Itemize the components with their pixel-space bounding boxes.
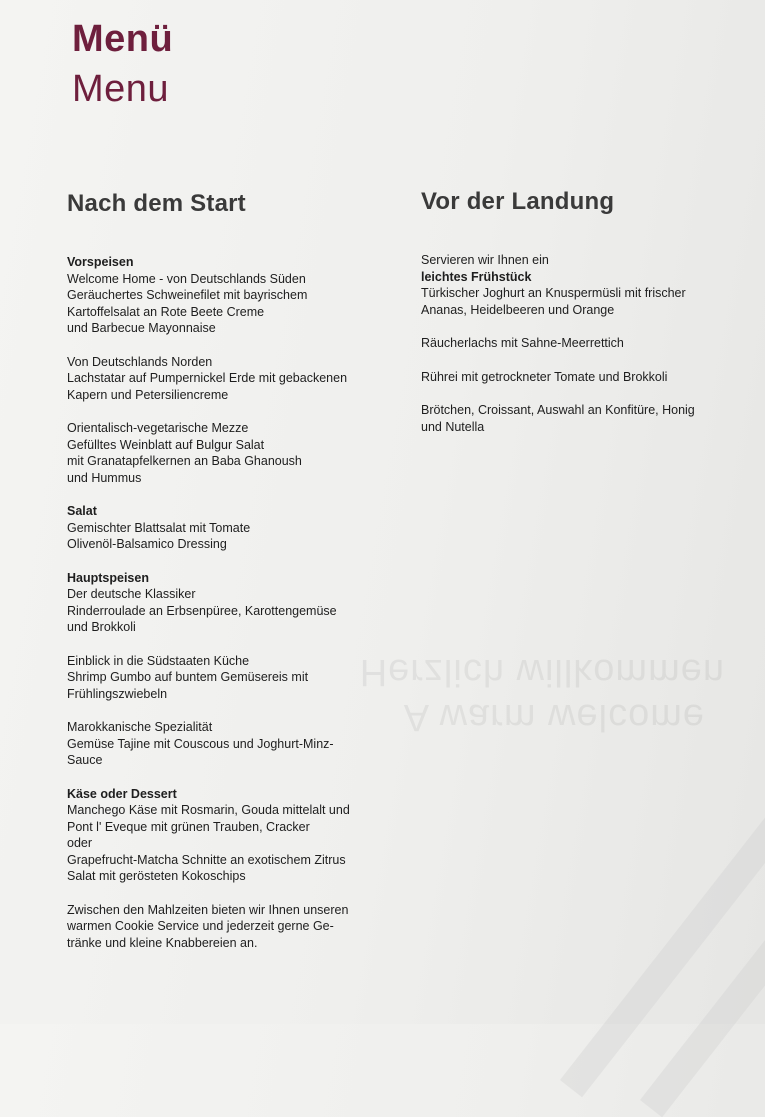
menu-item-line: Marokkanische Spezialität	[67, 720, 213, 734]
menu-item-line: Pont l' Eveque mit grünen Trauben, Cracker	[67, 819, 310, 834]
show-through-text: A warm welcome	[403, 696, 705, 738]
menu-item-line: Gemischter Blattsalat mit Tomate	[67, 520, 251, 535]
breakfast-item-block	[421, 369, 721, 386]
menu-item-line: und Nutella	[421, 419, 485, 434]
menu-item-line: Lachstatar auf Pumpernickel Erde mit gebackenen	[67, 371, 348, 385]
course-label: Käse oder Dessert	[67, 786, 177, 801]
before-landing-heading: Vor der Landung	[421, 188, 615, 215]
course-label: Hauptspeisen	[67, 570, 149, 585]
menu-item-line: Manchego Käse mit Rosmarin, Gouda mittelalt und	[67, 803, 350, 817]
after-takeoff-heading: Nach dem Start	[67, 190, 246, 217]
menu-course-block	[67, 254, 397, 337]
breakfast-item-block	[421, 335, 721, 352]
menu-title-english: Menu	[72, 68, 170, 110]
course-label: Vorspeisen	[67, 255, 134, 269]
menu-item-line: mit Granatapfelkernen an Baba Ghanoush	[67, 454, 302, 468]
show-through-text: Herzlich willkommen	[359, 651, 725, 693]
menu-course-block	[67, 719, 397, 769]
after-takeoff-column	[67, 190, 397, 968]
breakfast-item-block	[421, 402, 721, 435]
menu-item-line: Servieren wir Ihnen ein	[421, 253, 549, 267]
menu-item-line: Von Deutschlands Norden	[67, 354, 213, 369]
menu-course-block	[67, 570, 397, 636]
course-label: Salat	[67, 504, 97, 518]
menu-item-line: Rührei mit getrockneter Tomate und Brokkoli	[421, 369, 668, 384]
menu-course-block	[67, 420, 397, 486]
menu-course-block	[67, 354, 397, 404]
menu-course-block	[67, 653, 397, 703]
menu-item-line: Grapefrucht-Matcha Schnitte an exotischem Zitrus	[67, 852, 346, 867]
menu-item-line: und Barbecue Mayonnaise	[67, 321, 216, 335]
menu-item-line: Türkischer Joghurt an Knuspermüsli mit frischer	[421, 286, 686, 300]
menu-item-line: Ananas, Heidelbeeren und Orange	[421, 302, 615, 317]
breakfast-item-block	[421, 252, 721, 318]
menu-item-line: und Hummus	[67, 470, 142, 485]
menu-item-line: Gefülltes Weinblatt auf Bulgur Salat	[67, 437, 265, 452]
menu-item-line: warmen Cookie Service und jederzeit gerne Ge-	[67, 919, 334, 933]
menu-course-block	[67, 503, 397, 553]
menu-item-line: und Brokkoli	[67, 620, 136, 634]
menu-item-line: tränke und kleine Knabbereien an.	[67, 935, 258, 950]
menu-item-line: Zwischen den Mahlzeiten bieten wir Ihnen unseren	[67, 902, 349, 917]
course-label: leichtes Frühstück	[421, 269, 532, 284]
menu-item-line: oder	[67, 836, 93, 850]
menu-item-line: Shrimp Gumbo auf buntem Gemüsereis mit	[67, 670, 309, 684]
menu-item-line: Welcome Home - von Deutschlands Süden	[67, 271, 306, 286]
menu-item-line: Der deutsche Klassiker	[67, 587, 196, 601]
menu-item-line: Geräuchertes Schweinefilet mit bayrischem	[67, 288, 308, 302]
menu-item-line: Rinderroulade an Erbsenpüree, Karottengemüse	[67, 603, 337, 618]
menu-item-line: Olivenöl-Balsamico Dressing	[67, 537, 227, 551]
menu-course-block	[67, 902, 397, 952]
menu-item-line: Räucherlachs mit Sahne-Meerrettich	[421, 336, 624, 350]
decorative-stripe	[640, 391, 765, 1117]
before-landing-column	[421, 188, 721, 452]
after-takeoff-list	[67, 254, 397, 951]
menu-item-line: Frühlingszwiebeln	[67, 686, 168, 701]
menu-item-line: Salat mit gerösteten Kokoschips	[67, 869, 246, 883]
menu-item-line: Einblick in die Südstaaten Küche	[67, 653, 250, 668]
before-landing-list	[421, 252, 721, 435]
menu-course-block	[67, 786, 397, 885]
menu-item-line: Brötchen, Croissant, Auswahl an Konfitüre, Honig	[421, 403, 695, 417]
menu-item-line: Orientalisch-vegetarische Mezze	[67, 421, 249, 435]
menu-item-line: Kapern und Petersiliencreme	[67, 387, 229, 402]
menu-item-line: Gemüse Tajine mit Couscous und Joghurt-Minz-	[67, 736, 334, 751]
menu-item-line: Kartoffelsalat an Rote Beete Creme	[67, 304, 265, 319]
menu-title-german: Menü	[72, 18, 174, 60]
menu-item-line: Sauce	[67, 753, 103, 767]
